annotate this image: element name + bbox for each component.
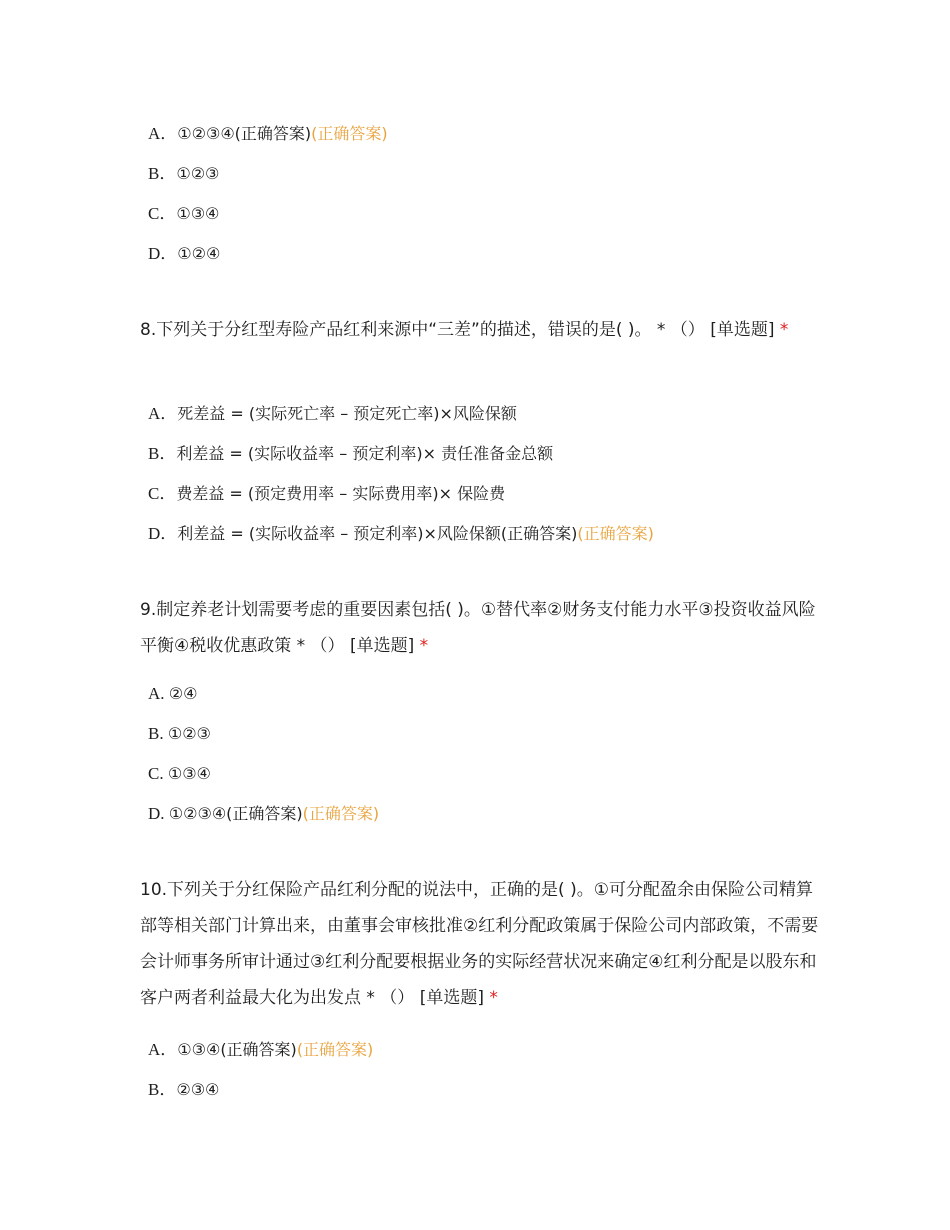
option-letter: C. xyxy=(148,764,168,783)
q8-title: 8.下列关于分红型寿险产品红利来源中“三差”的描述，错误的是( )。 * （） [单选题] * xyxy=(140,320,789,340)
option-letter: B． xyxy=(148,164,177,183)
option-letter: B． xyxy=(148,444,177,463)
q9-option-d[interactable] xyxy=(148,803,379,825)
correct-answer-tag: (正确答案) xyxy=(302,804,380,823)
option-letter: D． xyxy=(148,244,178,263)
option-letter: D． xyxy=(148,524,178,543)
option-text: 死差益 = (实际死亡率 – 预定死亡率)×风险保额 xyxy=(177,404,517,423)
option-text: ①②③ xyxy=(167,724,211,743)
q8-option-c[interactable] xyxy=(148,483,505,505)
option-text: ①③④ xyxy=(176,204,220,223)
q8-option-b[interactable] xyxy=(148,443,553,465)
q10-option-b[interactable] xyxy=(148,1079,219,1101)
q10-title: 10.下列关于分红保险产品红利分配的说法中，正确的是( )。①可分配盈余由保险公司精算部等相关部门计算出来，由董事会审核批准②红利分配政策属于保险公司内部政策，不需要会计师事务所审计通过③红利分配要根据业务的实际经营状况来确定④红利分配是以股东和客户两者利益最大化为出发点 * （） [单选题] * xyxy=(140,880,819,1008)
option-letter: A. xyxy=(148,684,169,703)
option-text: ①②④ xyxy=(177,244,221,263)
option-text: ①②③ xyxy=(176,164,220,183)
correct-answer-tag: (正确答案) xyxy=(296,1040,374,1059)
option-letter: C． xyxy=(148,484,177,503)
option-letter: C． xyxy=(148,204,177,223)
option-text: 利差益 = (实际收益率 – 预定利率)×风险保额(正确答案) xyxy=(177,524,578,543)
q7-option-c[interactable] xyxy=(148,203,219,225)
required-marker: * xyxy=(419,636,429,656)
required-marker: * xyxy=(779,320,789,340)
option-text: ①②③④(正确答案) xyxy=(177,124,312,143)
q9-option-b[interactable] xyxy=(148,723,211,745)
option-text: 费差益 = (预定费用率 – 实际费用率)× 保险费 xyxy=(176,484,506,503)
q9-option-a[interactable] xyxy=(148,683,197,705)
option-text: ②④ xyxy=(168,684,198,703)
q9-option-c[interactable] xyxy=(148,763,211,785)
option-letter: B． xyxy=(148,1080,177,1099)
q9-title: 9.制定养老计划需要考虑的重要因素包括( )。①替代率②财务支付能力水平③投资收益风险平衡④税收优惠政策 * （） [单选题] * xyxy=(140,600,816,656)
option-text: ①③④ xyxy=(167,764,211,783)
q8-option-a[interactable] xyxy=(148,403,517,425)
option-text: ①③④(正确答案) xyxy=(177,1040,297,1059)
correct-answer-tag: (正确答案) xyxy=(311,124,388,143)
option-text: ②③④ xyxy=(176,1080,220,1099)
q7-option-d[interactable] xyxy=(148,243,220,265)
option-letter: D. xyxy=(148,804,169,823)
option-letter: A． xyxy=(148,124,178,143)
option-letter: A． xyxy=(148,404,178,423)
required-marker: * xyxy=(489,988,498,1008)
q7-option-b[interactable] xyxy=(148,163,219,185)
option-text: ①②③④(正确答案) xyxy=(168,804,303,823)
option-letter: A． xyxy=(148,1040,178,1059)
option-text: 利差益 = (实际收益率 – 预定利率)× 责任准备金总额 xyxy=(176,444,554,463)
option-letter: B. xyxy=(148,724,168,743)
q7-option-a[interactable] xyxy=(148,123,388,145)
correct-answer-tag: (正确答案) xyxy=(577,524,654,543)
q10-option-a[interactable] xyxy=(148,1039,373,1061)
q8-option-d[interactable] xyxy=(148,523,654,545)
